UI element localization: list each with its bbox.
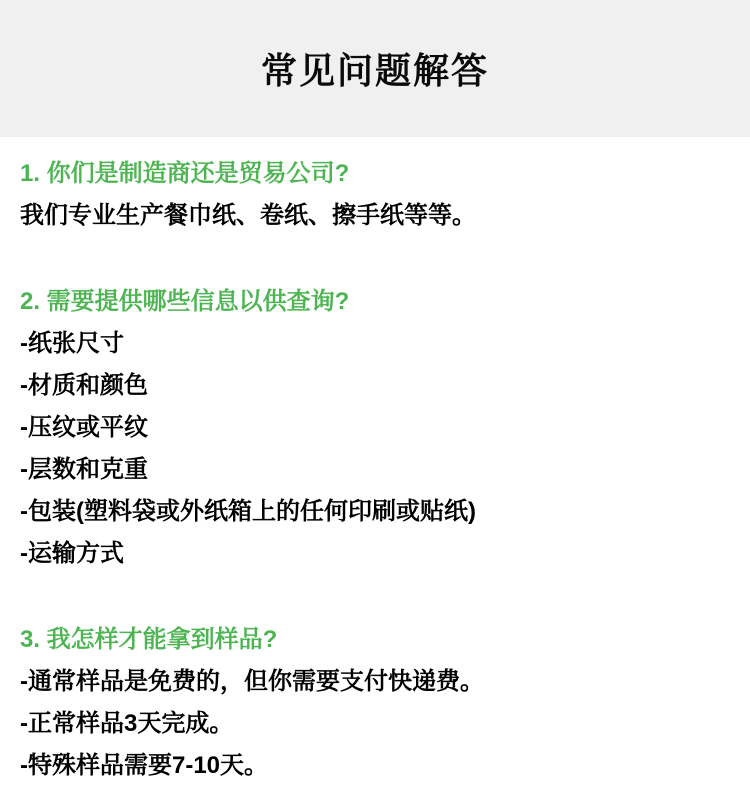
faq-question-1: 1. 你们是制造商还是贸易公司? <box>20 160 350 187</box>
faq-answer-3-line-3: -特殊样品需要7-10天。 <box>20 752 269 779</box>
faq-question-3: 3. 我怎样才能拿到样品? <box>20 626 278 653</box>
faq-header-band <box>0 0 750 137</box>
faq-answer-2-line-4: -层数和克重 <box>20 456 148 483</box>
faq-section-inquiry-info <box>20 281 730 575</box>
faq-answer-2-line-2: -材质和颜色 <box>20 372 148 399</box>
faq-answer-2-line-5: -包装(塑料袋或外纸箱上的任何印刷或贴纸) <box>20 498 476 525</box>
faq-answer-2-line-3: -压纹或平纹 <box>20 414 148 441</box>
faq-answer-2-line-6: -运输方式 <box>20 540 124 567</box>
faq-content <box>0 153 750 787</box>
faq-section-manufacturer <box>20 153 730 237</box>
faq-answer-2-line-1: -纸张尺寸 <box>20 330 124 357</box>
faq-question-2: 2. 需要提供哪些信息以供查询? <box>20 288 350 315</box>
faq-answer-3-line-1: -通常样品是免费的，但你需要支付快递费。 <box>20 668 484 695</box>
page-title: 常见问题解答 <box>260 50 489 91</box>
faq-answer-1-line-1: 我们专业生产餐巾纸、卷纸、擦手纸等等。 <box>20 202 476 229</box>
faq-answer-3-line-2: -正常样品3天完成。 <box>20 710 234 737</box>
faq-section-samples <box>20 619 730 787</box>
